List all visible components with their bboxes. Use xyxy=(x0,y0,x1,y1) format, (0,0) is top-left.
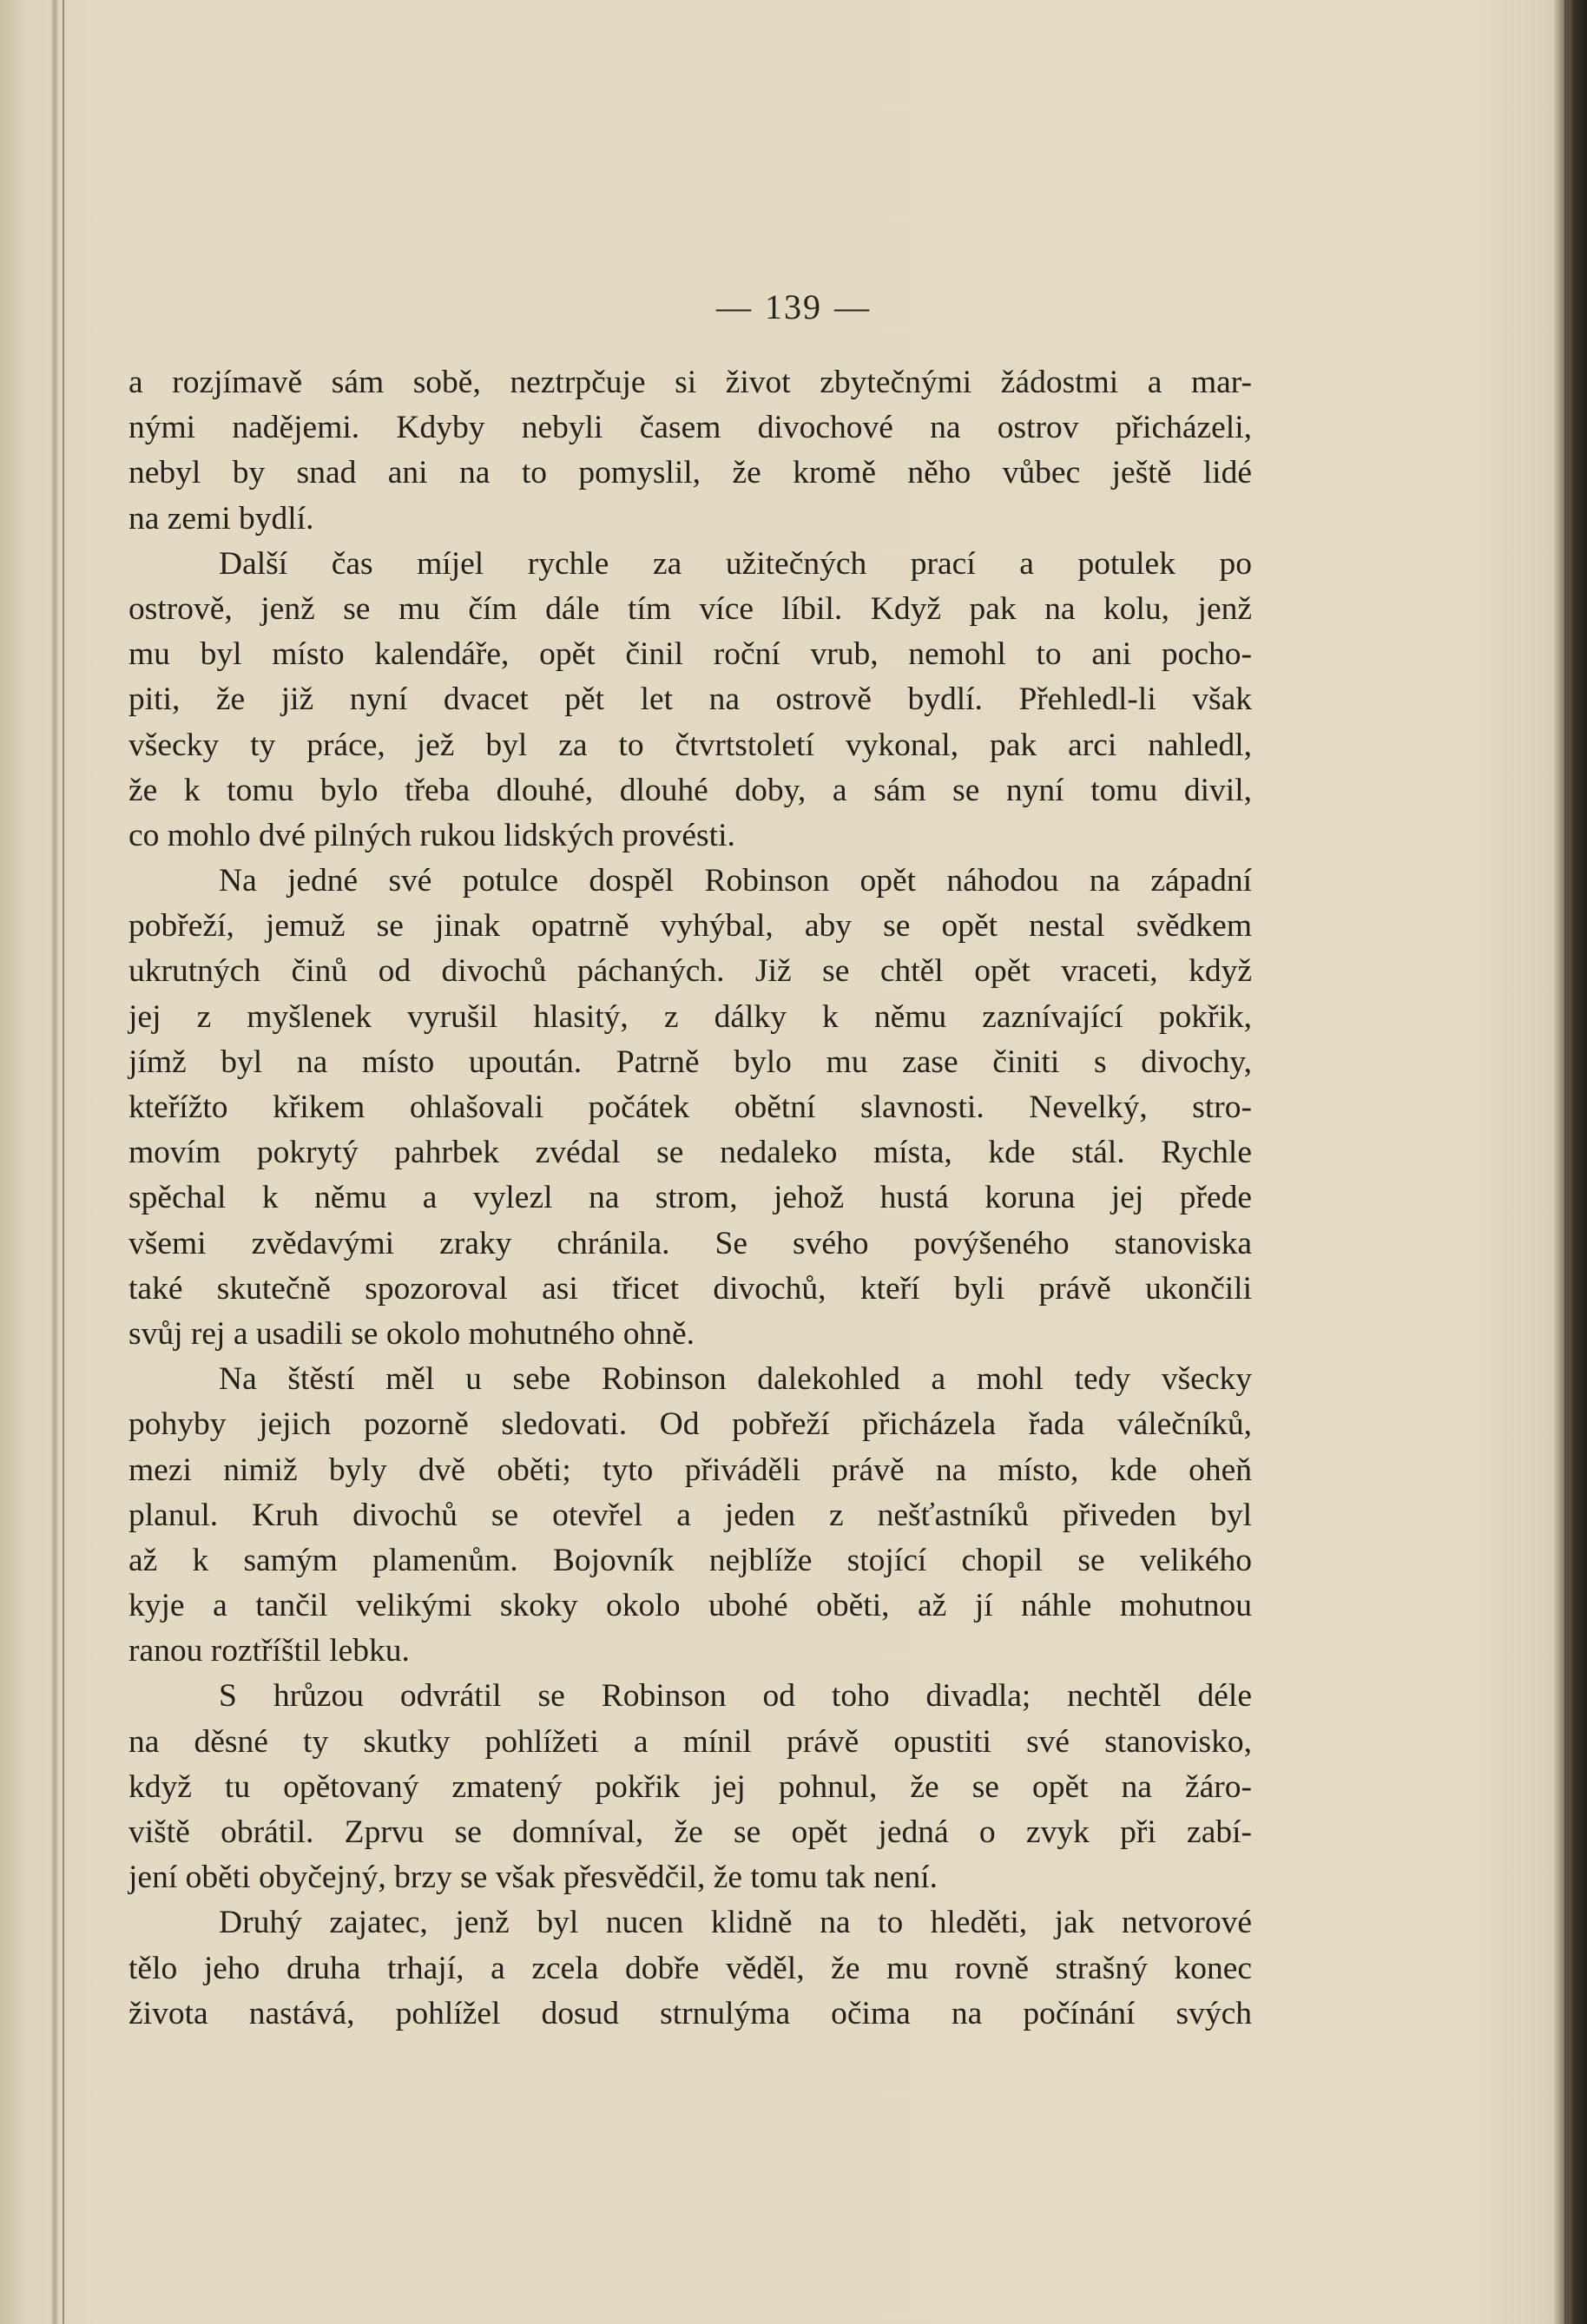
text-line: života nastává, pohlížel dosud strnulýma očima na počínání svých xyxy=(128,1995,1252,2031)
text-line: mu byl místo kalendáře, opět činil roční vrub, nemohl to ani pocho- xyxy=(128,636,1252,673)
page-edge xyxy=(1554,0,1587,2324)
text-line: S hrůzou odvrátil se Robinson od toho divadla; nechtěl déle xyxy=(219,1678,1252,1715)
text-line: že k tomu bylo třeba dlouhé, dlouhé doby, a sám se nyní tomu divil, xyxy=(128,772,1252,808)
text-line: Druhý zajatec, jenž byl nucen klidně na to hleděti, jak netvorové xyxy=(219,1905,1252,1941)
text-line: kyje a tančil velikými skoky okolo ubohé oběti, až jí náhle mohutnou xyxy=(128,1588,1252,1624)
text-line: všecky ty práce, jež byl za to čtvrtstoletí vykonal, pak arci nahledl, xyxy=(128,727,1252,763)
text-line: až k samým plamenům. Bojovník nejblíže stojící chopil se velikého xyxy=(128,1542,1252,1578)
text-line: Další čas míjel rychle za užitečných prací a potulek po xyxy=(219,545,1252,582)
text-line: spěchal k němu a vylezl na strom, jehož hustá koruna jej přede xyxy=(128,1180,1252,1216)
text-line: tělo jeho druha trhají, a zcela dobře věděl, že mu rovně strašný konec xyxy=(128,1950,1252,1986)
text-line: svůj rej a usadili se okolo mohutného ohně. xyxy=(128,1315,695,1352)
body-text xyxy=(128,360,1252,2037)
text-line: jímž byl na místo upoután. Patrně bylo mu zase činiti s divochy, xyxy=(128,1043,1252,1080)
text-line: nebyl by snad ani na to pomyslil, že kromě něho vůbec ještě lidé xyxy=(128,455,1252,491)
text-line: Na jedné své potulce dospěl Robinson opět náhodou na západní xyxy=(219,863,1252,899)
paragraph xyxy=(128,1674,1252,1900)
text-line: nými nadějemi. Kdyby nebyli časem divochové na ostrov přicházeli, xyxy=(128,410,1252,446)
text-line: viště obrátil. Zprvu se domníval, že se opět jedná o zvyk při zabí- xyxy=(128,1814,1252,1850)
text-line: když tu opětovaný zmatený pokřik jej pohnul, že se opět na žáro- xyxy=(128,1768,1252,1805)
page-number-header xyxy=(0,286,1587,327)
text-line: kteřížto křikem ohlašovali počátek obětní slavnosti. Nevelký, stro- xyxy=(128,1090,1252,1125)
text-line: ukrutných činů od divochů páchaných. Již se chtěl opět vraceti, když xyxy=(128,953,1252,990)
header-dash-left: — xyxy=(716,287,753,326)
paragraph xyxy=(128,1900,1252,2037)
page-number: 139 xyxy=(765,287,822,326)
text-line: mezi nimiž byly dvě oběti; tyto přiváděli právě na místo, kde oheň xyxy=(128,1452,1252,1488)
text-line: co mohlo dvé pilných rukou lidských provésti. xyxy=(128,817,735,853)
text-line: movím pokrytý pahrbek zvédal se nedaleko místa, kde stál. Rychle xyxy=(128,1135,1252,1171)
text-line: a rozjímavě sám sobě, neztrpčuje si život zbytečnými žádostmi a mar- xyxy=(128,365,1252,400)
paragraph xyxy=(128,360,1252,542)
text-line: jej z myšlenek vyrušil hlasitý, z dálky k němu zaznívající pokřik, xyxy=(128,998,1252,1035)
text-line: na zemi bydlí. xyxy=(128,500,314,537)
paragraph xyxy=(128,859,1252,1357)
gutter-shadow xyxy=(50,0,59,2324)
text-line: také skutečně spozoroval asi třicet divochů, kteří byli právě ukončili xyxy=(128,1270,1252,1307)
text-line: Na štěstí měl u sebe Robinson dalekohled a mohl tedy všecky xyxy=(219,1361,1252,1398)
text-line: pobřeží, jemuž se jinak opatrně vyhýbal, aby se opět nestal svědkem xyxy=(128,908,1252,945)
text-line: ranou roztříštil lebku. xyxy=(128,1633,410,1669)
paragraph xyxy=(128,1357,1252,1674)
header-dash-right: — xyxy=(834,287,871,326)
text-line: piti, že již nyní dvacet pět let na ostrově bydlí. Přehledl-li však xyxy=(128,681,1252,718)
gutter-line xyxy=(63,0,64,2324)
paragraph xyxy=(128,542,1252,859)
text-line: jení oběti obyčejný, brzy se však přesvědčil, že tomu tak není. xyxy=(128,1860,938,1896)
text-line: na děsné ty skutky pohlížeti a mínil právě opustiti své stanovisko, xyxy=(128,1723,1252,1760)
text-line: všemi zvědavými zraky chránila. Se svého povýšeného stanoviska xyxy=(128,1225,1252,1261)
text-line: ostrově, jenž se mu čím dále tím více líbil. Když pak na kolu, jenž xyxy=(128,590,1252,627)
page-edge-line xyxy=(1564,0,1570,2324)
text-line: pohyby jejich pozorně sledovati. Od pobřeží přicházela řada válečníků, xyxy=(128,1406,1252,1443)
text-line: planul. Kruh divochů se otevřel a jeden z nešťastníků přiveden byl xyxy=(128,1497,1252,1533)
